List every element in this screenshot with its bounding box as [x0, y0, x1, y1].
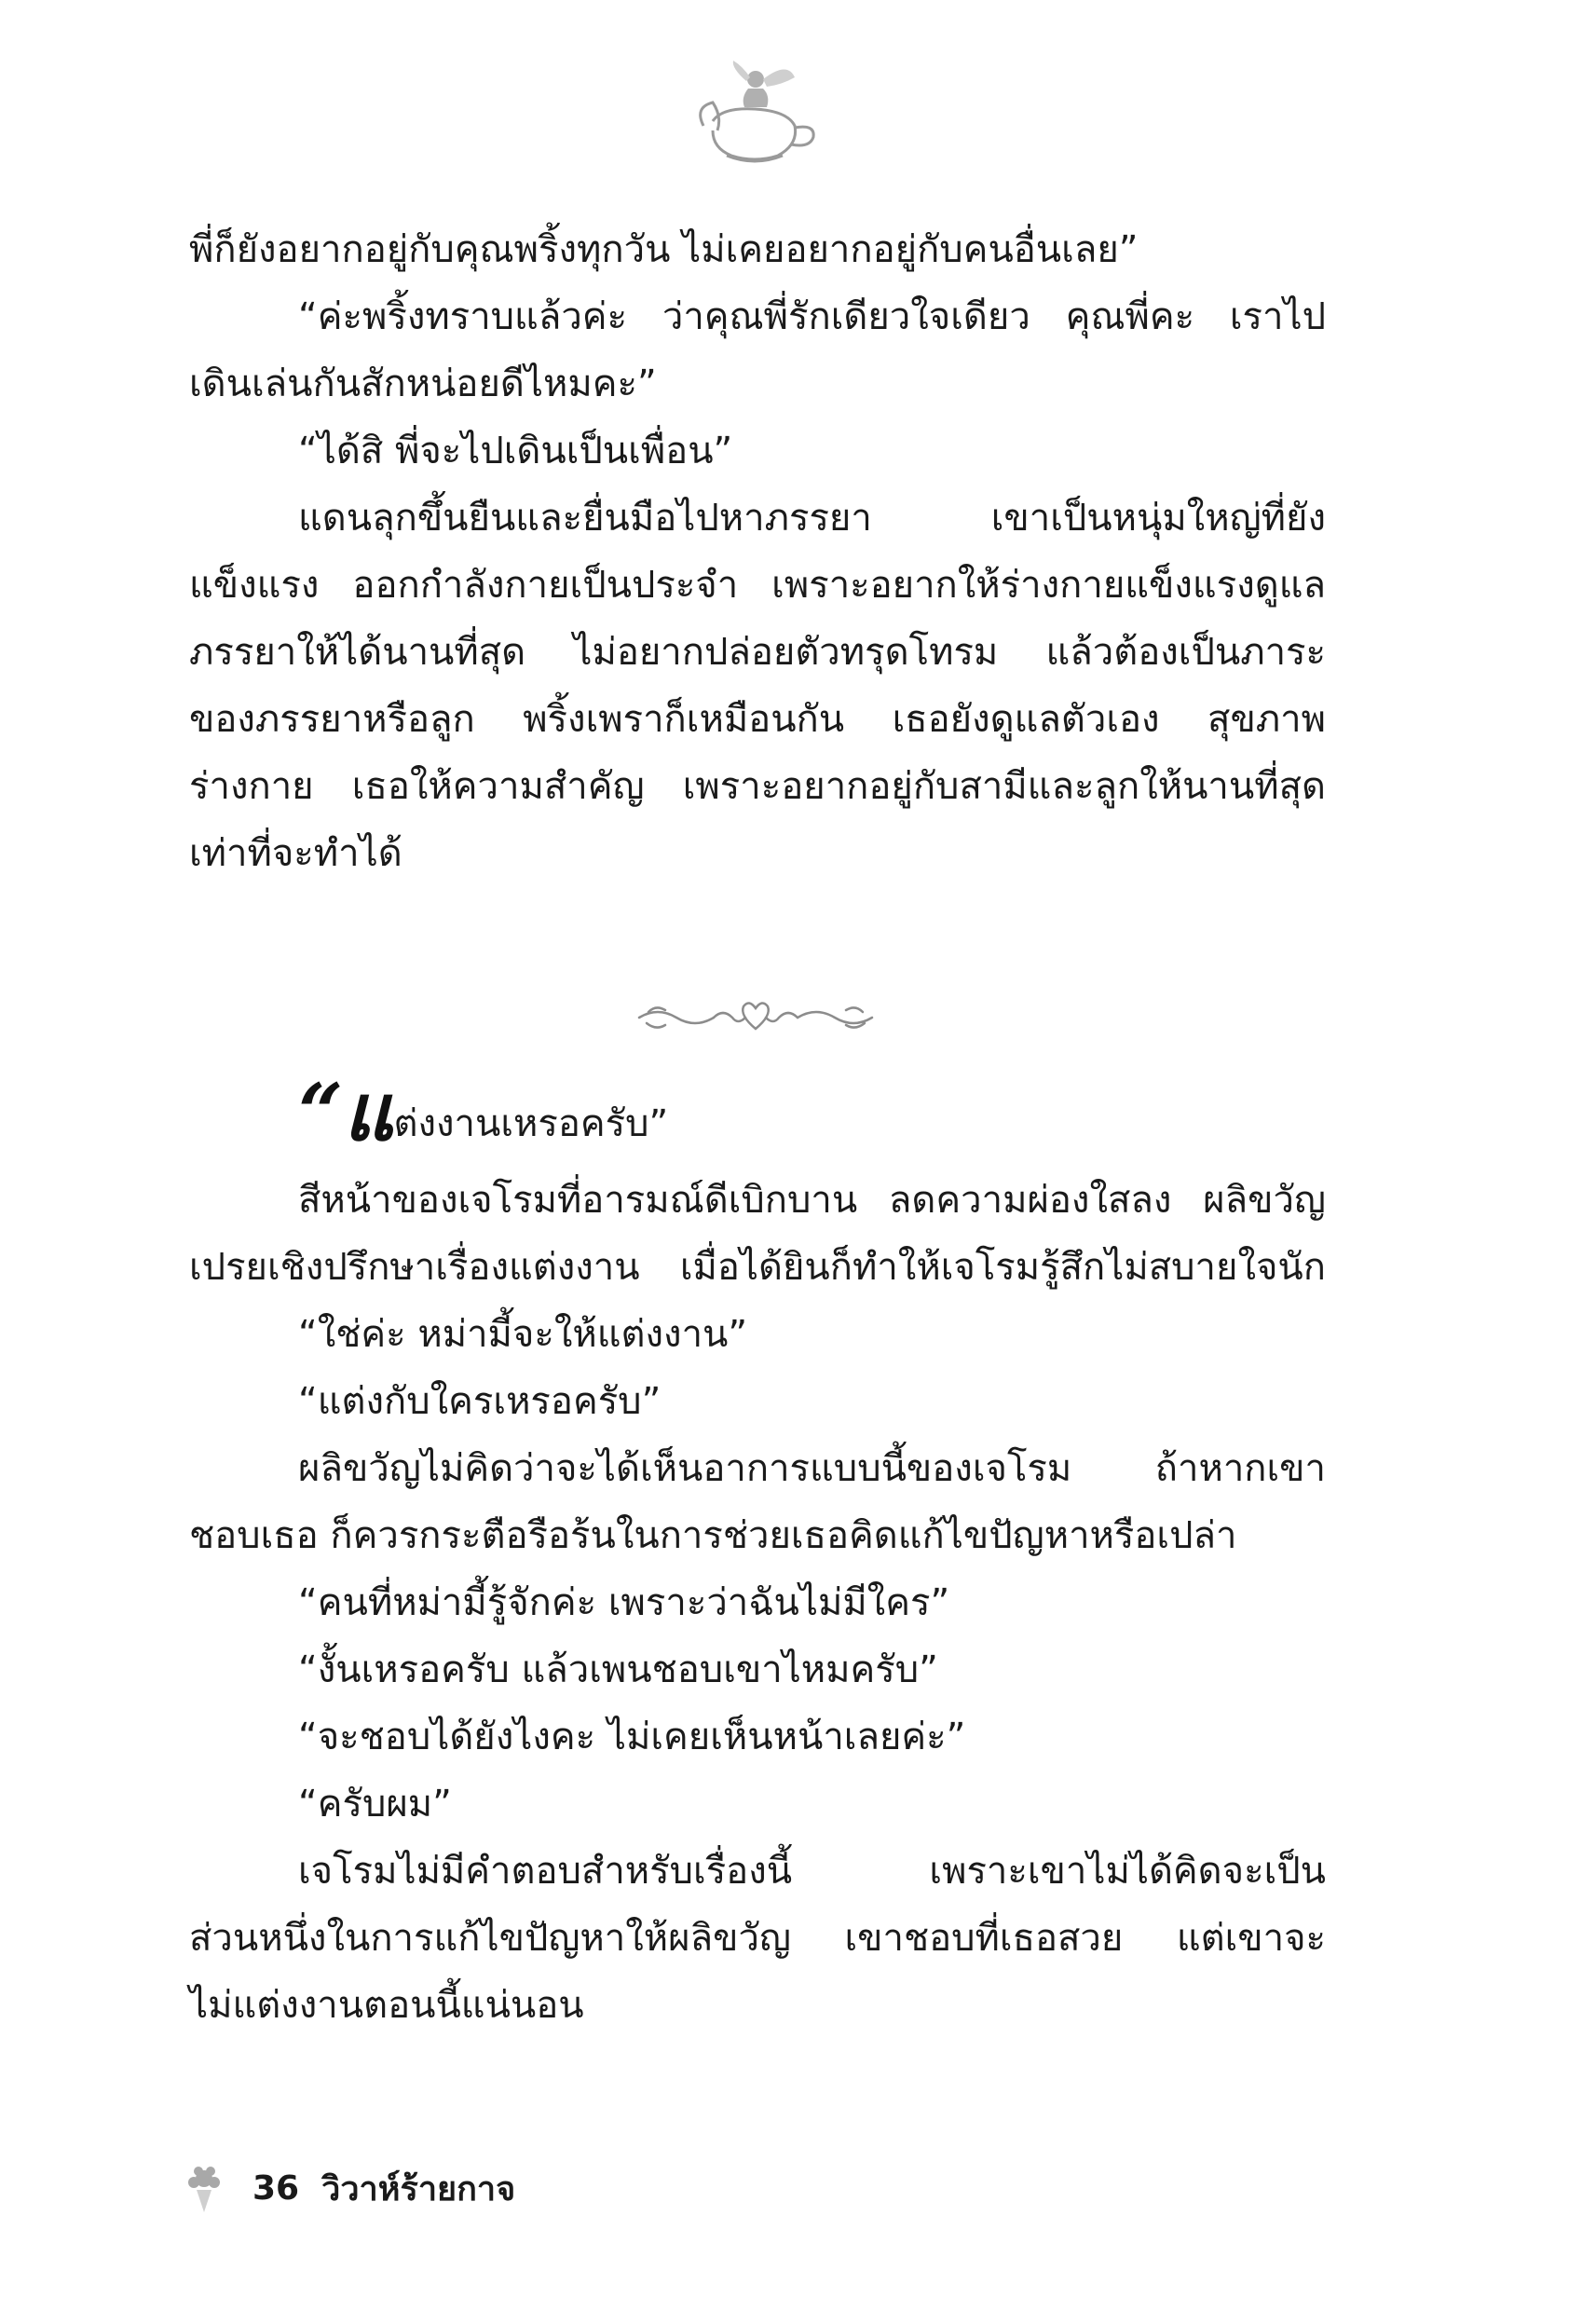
book-title: วิวาห์ร้ายกาจ [321, 2169, 516, 2208]
text-line: เท่าที่จะทำได้ [189, 832, 402, 875]
text-line: ผลิขวัญไม่คิดว่าจะได้เห็นอาการแบบนี้ของเจโรม ถ้าหากเขา [298, 1447, 1326, 1490]
text-line: สีหน้าของเจโรมที่อารมณ์ดีเบิกบาน ลดความผ่องใสลง ผลิขวัญ [298, 1179, 1326, 1222]
text-line: ภรรยาให้ได้นานที่สุด ไม่อยากปล่อยตัวทรุดโทรม แล้วต้องเป็นภาระ [189, 631, 1326, 674]
section-1-text [189, 216, 1326, 887]
text-line: พี่ก็ยังอยากอยู่กับคุณพริ้งทุกวัน ไม่เคยอยากอยู่กับคนอื่นเลย” [189, 228, 1139, 271]
text-line: “คนที่หม่ามี้รู้จักค่ะ เพราะว่าฉันไม่มีใคร” [298, 1581, 950, 1624]
text-line: “ครับผม” [298, 1783, 452, 1826]
text-line: เจโรมไม่มีคำตอบสำหรับเรื่องนี้ เพราะเขาไม่ได้คิดจะเป็น [298, 1850, 1326, 1893]
text-line: “ใช่ค่ะ หม่ามี้จะให้แต่งงาน” [298, 1313, 748, 1356]
text-line: “จะชอบได้ยังไงคะ ไม่เคยเห็นหน้าเลยค่ะ” [298, 1716, 966, 1758]
section-2-text [189, 1066, 1326, 2039]
text-line: แข็งแรง ออกกำลังกายเป็นประจำ เพราะอยากให้ร่างกายแข็งแรงดูแล [189, 564, 1326, 607]
text-line: “ค่ะพริ้งทราบแล้วค่ะ ว่าคุณพี่รักเดียวใจเดียว คุณพี่คะ เราไป [298, 295, 1326, 338]
flower-bouquet-icon [182, 2162, 226, 2214]
text-line: ไม่แต่งงานตอนนี้แน่นอน [189, 1984, 584, 2027]
text-line: ของภรรยาหรือลูก พริ้งเพราก็เหมือนกัน เธอยังดูแลตัวเอง สุขภาพ [189, 698, 1326, 741]
text-line: ร่างกาย เธอให้ความสำคัญ เพราะอยากอยู่กับสามีและลูกให้นานที่สุด [189, 765, 1326, 808]
text-line: ชอบเธอ ก็ควรกระตือรือร้นในการช่วยเธอคิดแก้ไขปัญหาหรือเปล่า [189, 1514, 1237, 1557]
text-line: เปรยเชิงปรึกษาเรื่องแต่งงาน เมื่อได้ยินก็ทำให้เจโรมรู้สึกไม่สบายใจนัก [189, 1246, 1326, 1289]
page-number: 36 [252, 2168, 300, 2208]
heart-scroll-divider-icon [630, 988, 881, 1044]
text-line: “งั้นเหรอครับ แล้วเพนชอบเขาไหมครับ” [298, 1648, 938, 1691]
text-line-with-dropcap [189, 1066, 1326, 1167]
text-line: เดินเล่นกันสักหน่อยดีไหมคะ” [189, 362, 657, 405]
text-line: แดนลุกขึ้นยืนและยื่นมือไปหาภรรยา เขาเป็นหนุ่มใหญ่ที่ยัง [298, 497, 1326, 540]
drop-cap: “แ [298, 1066, 394, 1158]
page-footer [182, 2160, 515, 2216]
text-line: “ได้สิ พี่จะไปเดินเป็นเพื่อน” [298, 430, 733, 472]
text-line: “แต่งกับใครเหรอครับ” [298, 1380, 662, 1423]
cupid-teapot-ornament-icon [685, 51, 825, 172]
first-line-text: ต่งงานเหรอครับ” [393, 1102, 669, 1145]
text-line: ส่วนหนึ่งในการแก้ไขปัญหาให้ผลิขวัญ เขาชอบที่เธอสวย แต่เขาจะ [189, 1917, 1326, 1960]
